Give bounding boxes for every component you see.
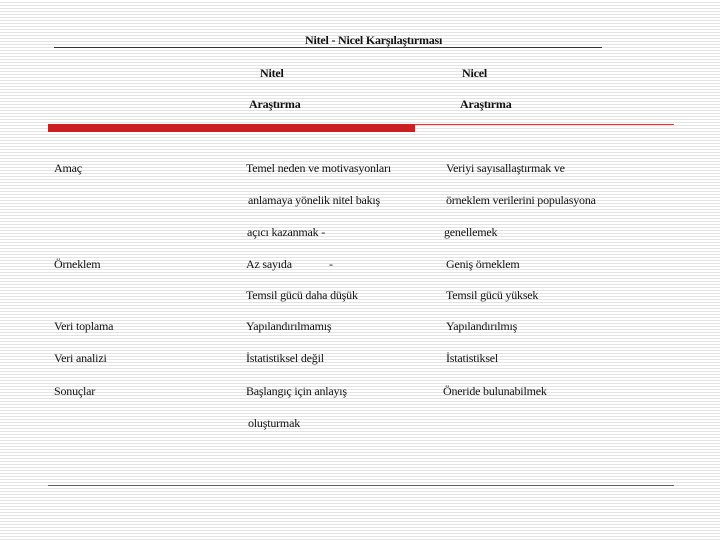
row-label-orneklem: Örneklem (54, 257, 101, 271)
header-nitel-line2: Araştırma (249, 97, 301, 111)
nitel-sonuclar-line2: oluşturmak (248, 416, 300, 430)
slide-title: Nitel - Nicel Karşılaştırması (305, 33, 443, 47)
nicel-amac-line1: Veriyi sayısallaştırmak ve (446, 161, 565, 175)
nicel-orneklem-line1: Geniş örneklem (446, 257, 520, 271)
nitel-sonuclar-line1: Başlangıç için anlayış (246, 384, 347, 398)
header-thin-rule (415, 124, 674, 125)
nitel-amac-line3: açıcı kazanmak - (247, 225, 326, 239)
row-label-sonuclar: Sonuçlar (54, 384, 96, 398)
nitel-orneklem-line2: Temsil gücü daha düşük (246, 288, 358, 302)
nitel-orneklem-line1: Az sayıda (246, 257, 292, 271)
header-nicel-line2: Araştırma (460, 97, 512, 111)
nicel-orneklem-line2: Temsil gücü yüksek (446, 288, 539, 302)
header-nicel-line1: Nicel (462, 66, 487, 80)
header-red-bar (48, 124, 415, 132)
nicel-amac-line3: genellemek (444, 225, 498, 239)
nicel-veri-toplama: Yapılandırılmış (446, 319, 518, 333)
nitel-amac-line1: Temel neden ve motivasyonları (246, 161, 391, 175)
nicel-amac-line2: örneklem verilerini populasyona (446, 193, 596, 207)
row-label-veri-toplama: Veri toplama (54, 319, 114, 333)
nitel-veri-toplama: Yapılandırılmamış (246, 319, 332, 333)
title-rule (54, 47, 602, 48)
bottom-red-rule (48, 485, 674, 486)
nitel-amac-line2: anlamaya yönelik nitel bakış (248, 193, 381, 207)
row-label-amac: Amaç (54, 161, 82, 175)
nicel-veri-analizi: İstatistiksel (446, 351, 499, 365)
nicel-sonuclar: Öneride bulunabilmek (443, 384, 547, 398)
header-nitel-line1: Nitel (260, 66, 284, 80)
row-label-veri-analizi: Veri analizi (54, 351, 107, 365)
nitel-veri-analizi: İstatistiksel değil (246, 351, 324, 365)
nitel-orneklem-dash: - (329, 257, 333, 271)
